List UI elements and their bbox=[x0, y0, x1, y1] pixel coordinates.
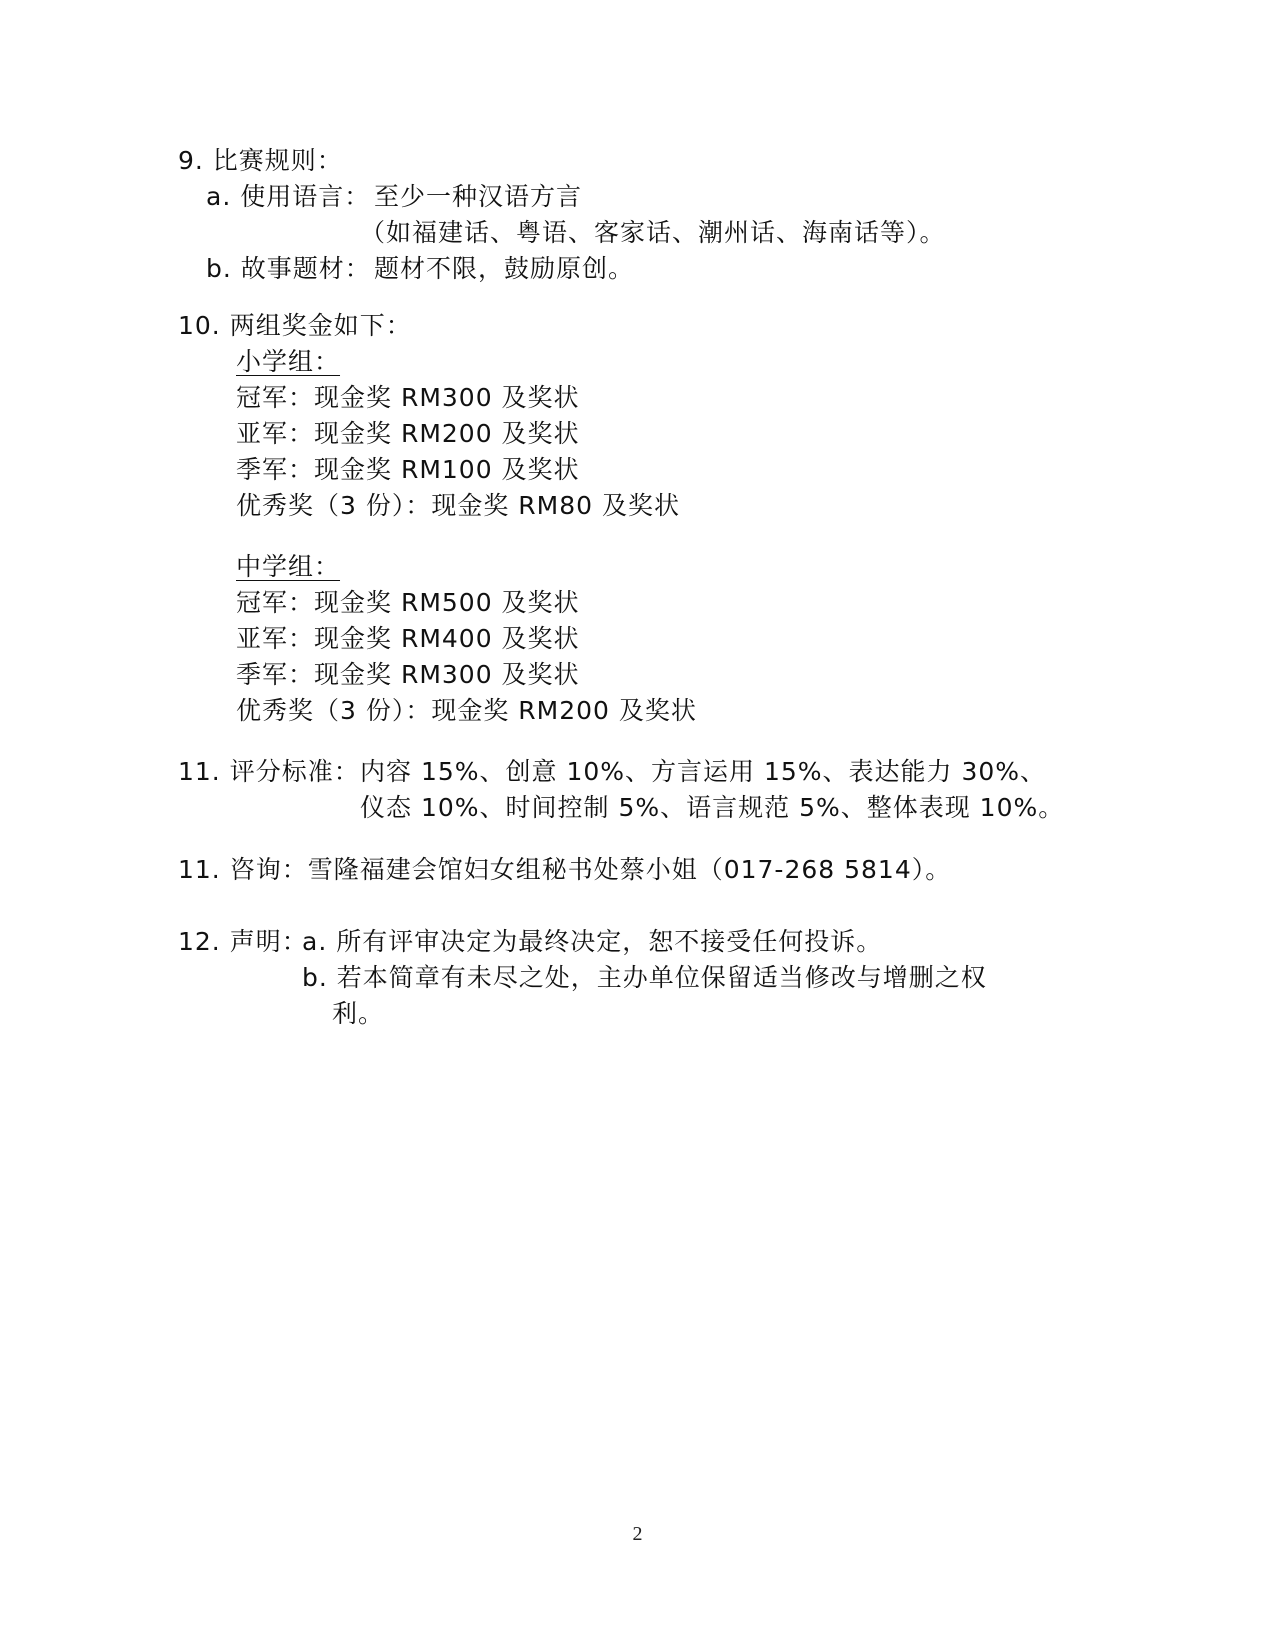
secondary-prize-champion: 冠军：现金奖 RM500 及奖状 bbox=[236, 588, 580, 617]
secondary-prize-runner-up: 亚军：现金奖 RM400 及奖状 bbox=[236, 624, 580, 653]
rule-a-continuation: （如福建话、粤语、客家话、潮州话、海南话等）。 bbox=[360, 218, 946, 247]
page-number: 2 bbox=[632, 1523, 643, 1545]
primary-group-title: 小学组： bbox=[236, 347, 341, 376]
primary-prize-third: 季军：现金奖 RM100 及奖状 bbox=[236, 455, 580, 484]
primary-prize-runner-up: 亚军：现金奖 RM200 及奖状 bbox=[236, 419, 580, 448]
scoring-label: 11. 评分标准： bbox=[178, 757, 360, 786]
scoring-line-1: 内容 15%、创意 10%、方言运用 15%、表达能力 30%、 bbox=[360, 757, 1047, 786]
declaration-b-line-2: 利。 bbox=[332, 999, 385, 1028]
primary-prize-champion: 冠军：现金奖 RM300 及奖状 bbox=[236, 383, 580, 412]
declaration-label: 12. 声明： bbox=[178, 927, 308, 956]
rule-b-label: b. 故事题材： bbox=[206, 254, 371, 283]
rule-b-text: 题材不限，鼓励原创。 bbox=[374, 254, 635, 283]
scoring-line-2: 仪态 10%、时间控制 5%、语言规范 5%、整体表现 10%。 bbox=[360, 793, 1065, 822]
enquiry-line: 11. 咨询：雪隆福建会馆妇女组秘书处蔡小姐（017-268 5814）。 bbox=[178, 855, 952, 884]
primary-prize-merit: 优秀奖（3 份）：现金奖 RM80 及奖状 bbox=[236, 491, 680, 520]
secondary-prize-merit: 优秀奖（3 份）：现金奖 RM200 及奖状 bbox=[236, 696, 697, 725]
secondary-prize-third: 季军：现金奖 RM300 及奖状 bbox=[236, 660, 580, 689]
rule-a-label: a. 使用语言： bbox=[206, 182, 371, 211]
rule-a-text: 至少一种汉语方言 bbox=[374, 182, 583, 211]
declaration-b-line-1: b. 若本简章有未尽之处，主办单位保留适当修改与增删之权 bbox=[302, 963, 987, 992]
section-10-heading: 10. 两组奖金如下： bbox=[178, 311, 412, 340]
section-9-heading: 9. 比赛规则： bbox=[178, 146, 343, 175]
secondary-group-title: 中学组： bbox=[236, 552, 341, 581]
declaration-a: a. 所有评审决定为最终决定，恕不接受任何投诉。 bbox=[302, 927, 883, 956]
